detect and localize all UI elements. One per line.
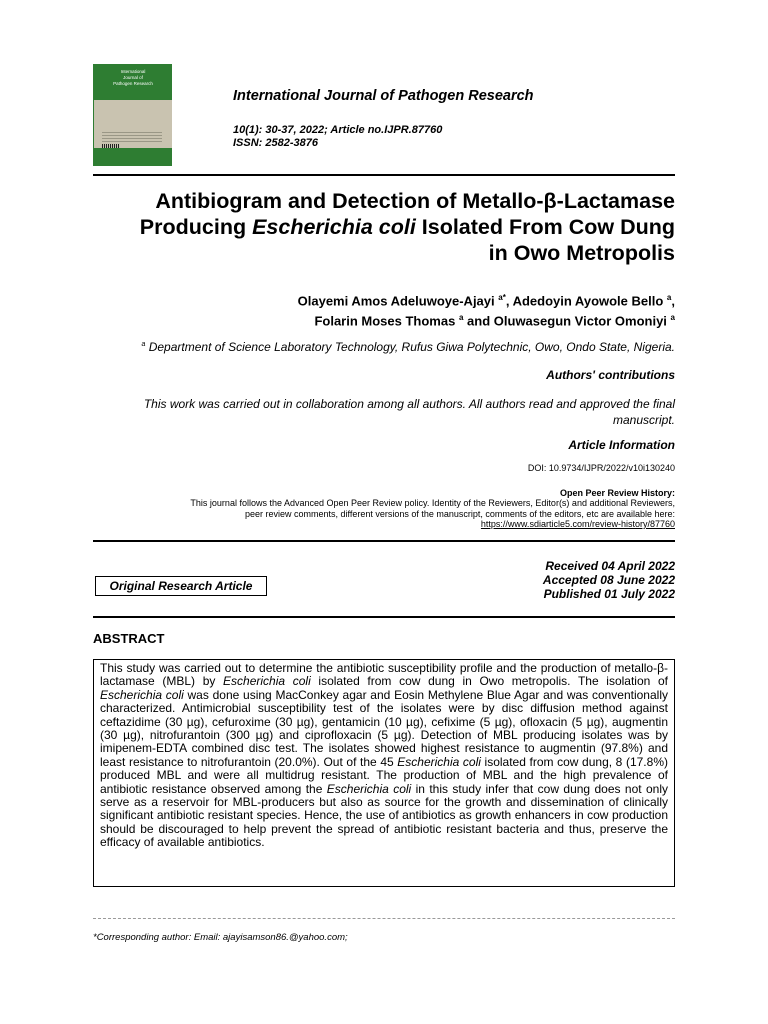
author-affil-mark: a [670,313,675,323]
title-line-1: Antibiogram and Detection of Metallo-β-Lactamase [155,189,675,213]
doi-text: DOI: 10.9734/IJPR/2022/v10i130240 [527,463,675,473]
abstract-species: Escherichia coli [397,754,481,769]
author-name: Folarin Moses Thomas [314,313,456,329]
title-text: Producing [139,215,253,239]
citation-block [233,124,442,150]
info-rule [93,540,675,542]
author-affil-mark: a [666,293,672,302]
abstract-text: in this study infer that cow dung does not only serve as a reservoir for MBL-producers but also as source for the growth and dissemination of clinically significant antibiotic resistant species. Hence, the use of antibiotics as growth enhancers in cow production should be discouraged to help prevent the spread of antibiotic resistant bacteria and thus, preserve the efficacy of available antibiotics. [100,781,668,850]
peer-review-line-2: peer review comments, different versions of the manuscript, comments of the editors, etc are available here: [244,508,675,519]
title-line-3: in Owo Metropolis [488,241,675,265]
abstract-heading: ABSTRACT [93,631,165,646]
abstract-box [93,659,675,887]
author-line-1: Olayemi Amos Adeluwoye-Ajayi $^{a*}$, Adedoyin Ayowole Bello $^a$, [297,293,675,309]
published-date: Published 01 July 2022 [543,587,675,601]
abstract-rule [93,616,675,618]
publication-dates [420,559,675,601]
cover-title-line-3: Pathogen Research [113,81,153,86]
abstract-species: Escherichia coli [100,687,184,702]
affiliation [93,340,675,354]
title-species: Escherichia coli [252,215,416,239]
citation-line: 10(1): 30-37, 2022; Article no.IJPR.87760 [233,124,443,136]
affiliation-text: Department of Science Laboratory Technology, Rufus Giwa Polytechnic, Owo, Ondo State, Nigeria. [148,340,675,354]
author-name: Olayemi Amos Adeluwoye-Ajayi [297,293,495,309]
abstract-text: isolated from cow dung in Owo metropolis. The isolation of [310,674,668,689]
article-info-heading: Article Information [568,438,675,452]
cover-text-lines [102,132,162,142]
abstract-text: This study was carried out to determine the antibiotic susceptibility profile and the production of metallo-β-lactamase (MBL) by [100,661,668,689]
cover-title-band [94,64,172,100]
abstract-text: isolated from cow dung, 8 (17.8%) produced MBL and were all multidrug resistant. The production of MBL and the high prevalence of antibiotic resistance observed among the [100,754,668,796]
author-line-2 [93,309,675,329]
corresponding-author-footnote: *Corresponding author: Email: ajayisamson86.@yahoo.com; [93,932,348,943]
header-rule [93,174,675,176]
contributions-text [93,396,675,428]
title-text: Isolated From Cow Dung [415,215,675,239]
peer-review-text [93,498,675,530]
abstract-text: was done using MacConkey agar and Eosin Methylene Blue Agar and was conventionally characterized. Antimicrobial susceptibility test of the isolates were by disc diffusion method against ceftazidime (30 µg), cefuroxime (30 µg), gentamicin (10 µg), cefixime (5 µg), ofloxacin (5 µg), augmentin (30 µg), nitrofurantoin (300 µg) and ciprofloxacin (5 µg). Detection of MBL producing isolates was by imipenem-EDTA combined disc test. The isolates showed highest resistance to augmentin (97.8%) and least resistance to nitrofurantoin (20.0%). Out of the 45 [100,687,668,769]
title-line-2 [93,214,675,240]
abstract-species: Escherichia coli [223,674,311,689]
author-conjunction: and [467,313,491,329]
author-name: Oluwasegun Victor Omoniyi [493,313,667,329]
issn-line: ISSN: 2582-3876 [233,137,318,149]
journal-cover-image [93,64,172,166]
abstract-species: Escherichia coli [326,781,412,796]
cover-title-line-2: Journal of [123,75,143,80]
paper-title [93,188,675,266]
contributions-heading: Authors' contributions [546,368,675,382]
author-name: Adedoyin Ayowole Bello [512,293,664,309]
journal-name: International Journal of Pathogen Research [233,88,534,104]
cover-title-line-1: International [120,69,146,74]
contributions-line-1: This work was carried out in collaboration among all authors. All authors read and approved the final [143,397,675,411]
peer-review-heading: Open Peer Review History: [559,488,675,498]
author-affil-mark: a [458,313,464,323]
author-list [93,289,675,330]
affiliation-mark: a [141,341,146,348]
peer-review-line-1: This journal follows the Advanced Open Peer Review policy. Identity of the Reviewers, Editor(s) and additional Reviewers, [190,498,675,508]
received-date: Received 04 April 2022 [545,559,675,573]
article-type-badge: Original Research Article [95,576,267,596]
footnote-separator [93,918,675,919]
contributions-line-2: manuscript. [612,413,675,427]
review-history-link[interactable]: https://www.sdiarticle5.com/review-history/87760 [480,519,675,529]
accepted-date: Accepted 08 June 2022 [542,573,675,587]
cover-bottom-band [94,148,172,166]
author-affil-mark: a* [498,293,506,302]
